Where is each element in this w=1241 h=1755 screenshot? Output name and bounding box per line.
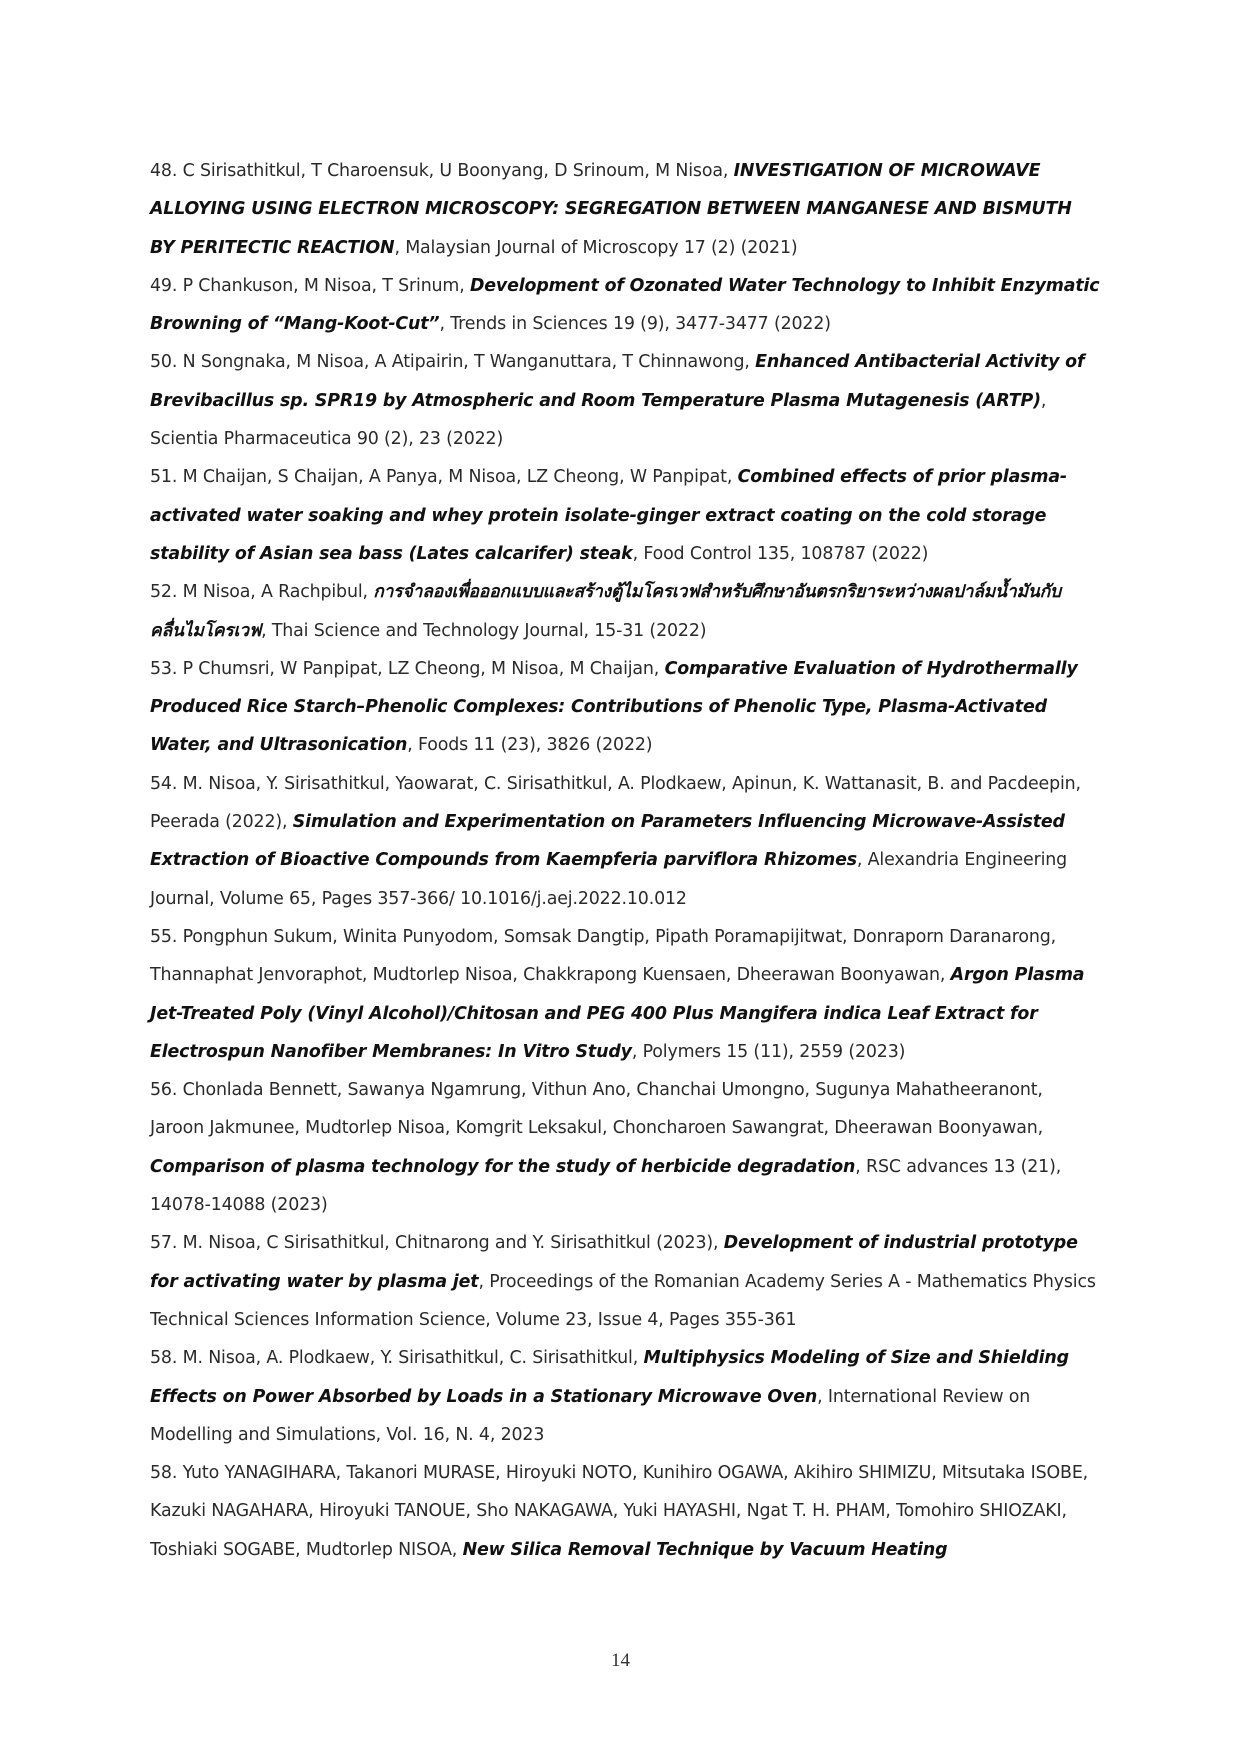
reference-53 (150, 650, 1100, 765)
reference-title: Combined effects of prior plasma-activated water soaking and whey protein isolate-ginger extract coating on the cold storage stability of Asian sea bass (Lates calcarifer) steak (150, 467, 1067, 564)
reference-52 (150, 573, 1100, 650)
reference-51 (150, 458, 1100, 573)
page-number: 14 (611, 1650, 630, 1671)
reference-50 (150, 343, 1100, 458)
reference-list (150, 152, 1100, 1569)
reference-authors: 50. N Songnaka, M Nisoa, A Atipairin, T Wanganuttara, T Chinnawong, (150, 352, 756, 373)
reference-title: Comparison of plasma technology for the study of herbicide degradation (150, 1156, 856, 1177)
reference-authors: 57. M. Nisoa, C Sirisathitkul, Chitnarong and Y. Sirisathitkul (2023), (150, 1233, 724, 1254)
reference-authors: 49. P Chankuson, M Nisoa, T Srinum, (150, 275, 470, 296)
reference-source: , Thai Science and Technology Journal, 15-31 (2022) (261, 620, 707, 641)
reference-title: Development of industrial prototype for activating water by plasma jet (150, 1233, 1078, 1292)
reference-authors: 48. C Sirisathitkul, T Charoensuk, U Boonyang, D Srinoum, M Nisoa, (150, 161, 734, 181)
reference-title: การจำลองเพื่อออกแบบและสร้างตู้ไมโครเวฟสำหรับศึกษาอันตรกริยาระหว่างผลปาล์มน้ำมันกับ คลื่นไมโครเวฟ (150, 582, 1061, 641)
reference-authors: 53. P Chumsri, W Panpipat, LZ Cheong, M Nisoa, M Chaijan, (150, 658, 665, 679)
reference-source: , Scientia Pharmaceutica 90 (2), 23 (2022) (150, 390, 1047, 450)
reference-title: INVESTIGATION OF MICROWAVE ALLOYING USING ELECTRON MICROSCOPY: SEGREGATION BETWEEN MANGANESE AND BISMUTH BY PERITECTIC REACTION (150, 161, 1072, 258)
reference-source: , Trends in Sciences 19 (9), 3477-3477 (2022) (439, 314, 831, 335)
reference-title: Development of Ozonated Water Technology to Inhibit Enzymatic Browning of “Mang-Koot-Cut” (150, 275, 1100, 335)
reference-authors: 58. Yuto YANAGIHARA, Takanori MURASE, Hiroyuki NOTO, Kunihiro OGAWA, Akihiro SHIMIZU, Mitsutaka ISOBE, Kazuki NAGAHARA, Hiroyuki TANOUE, Sho NAKAGAWA, Yuki HAYASHI, Ngat T. H. PHAM, Tomohiro SHIOZAKI, Toshiaki SOGABE, Mudtorlep NISOA, (150, 1463, 1089, 1560)
reference-57 (150, 1224, 1100, 1339)
reference-authors: 54. M. Nisoa, Y. Sirisathitkul, Yaowarat, C. Sirisathitkul, A. Plodkaew, Apinun, K. Wattanasit, B. and Pacdeepin, Peerada (2022), (150, 773, 1081, 833)
reference-title: Enhanced Antibacterial Activity of Brevibacillus sp. SPR19 by Atmospheric and Room Temperature Plasma Mutagenesis (ARTP) (150, 352, 1085, 411)
reference-54 (150, 765, 1100, 918)
reference-49 (150, 267, 1100, 344)
reference-55 (150, 918, 1100, 1071)
reference-authors: 56. Chonlada Bennett, Sawanya Ngamrung, Vithun Ano, Chanchai Umongno, Sugunya Mahatheeranont, Jaroon Jakmunee, Mudtorlep Nisoa, Komgrit Leksakul, Choncharoen Sawangrat, Dheerawan Boonyawan, (150, 1080, 1043, 1139)
reference-source: , RSC advances 13 (21), 14078-14088 (2023) (150, 1156, 1062, 1216)
reference-58a (150, 1339, 1100, 1454)
reference-source: , Food Control 135, 108787 (2022) (632, 543, 929, 564)
reference-authors: 52. M Nisoa, A Rachpibul, (150, 582, 374, 603)
reference-title: Simulation and Experimentation on Parameters Influencing Microwave-Assisted Extraction of Bioactive Compounds from Kaempferia parviflora Rhizomes (150, 812, 1065, 871)
reference-source: , Proceedings of the Romanian Academy Series A - Mathematics Physics Technical Sciences Information Science, Volume 23, Issue 4, Pages 355-361 (150, 1271, 1096, 1330)
reference-source: , International Review on Modelling and Simulations, Vol. 16, N. 4, 2023 (150, 1386, 1031, 1445)
reference-source: , Alexandria Engineering Journal, Volume 65, Pages 357-366/ 10.1016/j.aej.2022.10.012 (150, 850, 1068, 909)
reference-48 (150, 152, 1100, 267)
reference-58b (150, 1454, 1100, 1569)
reference-authors: 55. Pongphun Sukum, Winita Punyodom, Somsak Dangtip, Pipath Poramapijitwat, Donraporn Daranarong, Thannaphat Jenvoraphot, Mudtorlep Nisoa, Chakkrapong Kuensaen, Dheerawan Boonyawan, (150, 926, 1057, 986)
reference-source: , Malaysian Journal of Microscopy 17 (2) (2021) (394, 237, 798, 258)
reference-source: , Polymers 15 (11), 2559 (2023) (631, 1041, 906, 1062)
reference-authors: 58. M. Nisoa, A. Plodkaew, Y. Sirisathitkul, C. Sirisathitkul, (150, 1348, 644, 1369)
reference-56 (150, 1071, 1100, 1224)
reference-title: Multiphysics Modeling of Size and Shielding Effects on Power Absorbed by Loads in a Stationary Microwave Oven (150, 1348, 1069, 1407)
reference-title: New Silica Removal Technique by Vacuum Heating (462, 1539, 948, 1560)
reference-title: Comparative Evaluation of Hydrothermally Produced Rice Starch–Phenolic Complexes: Contributions of Phenolic Type, Plasma-Activated Water, and Ultrasonication (150, 658, 1078, 756)
reference-authors: 51. M Chaijan, S Chaijan, A Panya, M Nisoa, LZ Cheong, W Panpipat, (150, 467, 738, 488)
reference-title: Argon Plasma Jet-Treated Poly (Vinyl Alcohol)/Chitosan and PEG 400 Plus Mangifera indica Leaf Extract for Electrospun Nanofiber Membranes: In Vitro Study (150, 965, 1085, 1062)
reference-source: , Foods 11 (23), 3826 (2022) (407, 735, 653, 756)
